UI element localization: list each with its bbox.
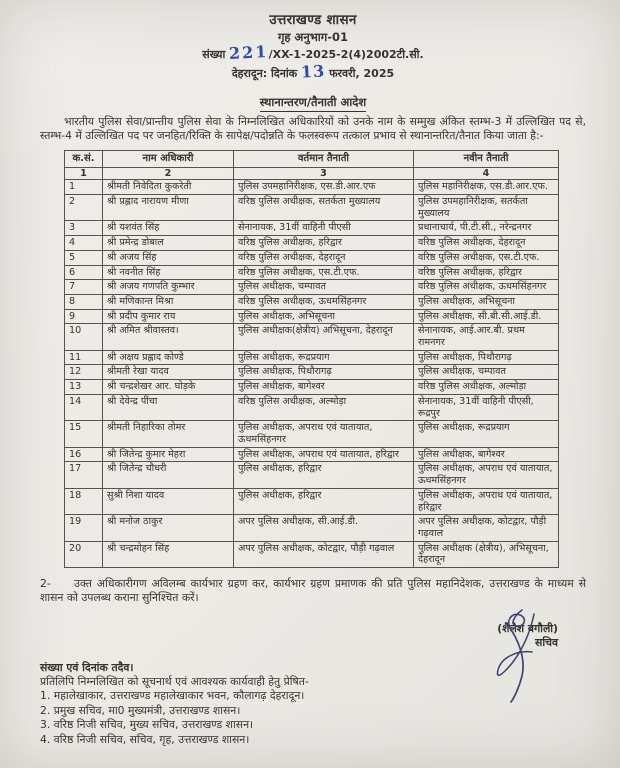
officer-name: श्री अजय सिंह [103,250,234,265]
officer-name: सुश्री निशा यादव [103,488,234,514]
new-posting: वरिष्ठ पुलिस अधीक्षक, देहरादून [414,236,559,251]
current-posting: अपर पुलिस अधीक्षक, कोटद्वार, पौड़ी गढ़वाल [234,541,414,567]
transfer-table-head [65,151,559,180]
transfer-table-body [65,180,559,568]
current-posting: वरिष्ठ पुलिस अधीक्षक, हरिद्वार [234,236,414,251]
row-serial: 14 [65,394,103,420]
row-serial: 3 [65,221,103,236]
officer-name: श्री चन्द्रमोहन सिंह [103,541,234,567]
department-section: गृह अनुभाग-01 [277,29,349,44]
officer-name: श्रीमती निहारिका तोमर [103,421,234,447]
place-date-line [40,60,586,83]
column-number-row [65,168,559,180]
row-serial: 11 [65,350,103,365]
officer-name: श्री प्रह्लाद नारायण मीणा [103,195,234,221]
current-posting: वरिष्ठ पुलिस अधीक्षक, अल्मोड़ा [234,394,414,420]
row-serial: 2 [65,195,103,221]
officer-name: श्री प्रमेन्द्र डोबाल [103,236,234,251]
column-number: 3 [234,168,414,180]
copy-list [40,689,586,747]
column-number: 2 [103,168,234,180]
signatory-name: (शैलेश बगौली) [497,621,558,635]
column-number: 4 [414,168,559,180]
new-posting: पुलिस अधीक्षक, चम्पावत [414,365,559,380]
new-posting: पुलिस अधीक्षक, अभिसूचना [414,294,559,309]
table-row [65,280,559,295]
header-officer-name: नाम अधिकारी [103,151,234,168]
current-posting: पुलिस अधीक्षक, चम्पावत [234,280,414,295]
table-row [65,488,559,514]
table-row [65,180,559,195]
current-posting: पुलिस अधीक्षक, हरिद्वार [234,488,414,514]
row-serial: 1 [65,180,103,195]
current-posting: पुलिस अधीक्षक(क्षेत्रीय) अभिसूचना, देहरादून [234,324,414,350]
current-posting: वरिष्ठ पुलिस अधीक्षक, सतर्कता मुख्यालय [234,195,414,221]
officer-name: श्री मनोज ठाकुर [103,515,234,541]
row-serial: 12 [65,365,103,380]
reference-number-line [40,42,586,64]
paragraph-number: 2- [40,577,51,591]
table-row [65,294,559,309]
copy-heading: प्रतिलिपि निम्नलिखित को सूचनार्थ एवं आवश्यक कार्यवाही हेतु प्रेषित- [40,674,309,688]
row-serial: 6 [65,265,103,280]
current-posting: अपर पुलिस अधीक्षक, सी.आई.डी. [234,515,414,541]
row-serial: 18 [65,488,103,514]
handwritten-reference-number: 221 [228,42,270,64]
officer-name: श्रीमती निवेदिता कुकरेती [103,180,234,195]
row-serial: 13 [65,380,103,395]
header-row [65,151,559,168]
copy-recipient-line: 2. प्रमुख सचिव, मा0 मुख्यमंत्री, उत्तराखण्ड शासन। [40,703,241,717]
new-posting: पुलिस अधीक्षक, अपराध एवं यातायात, हरिद्वार [414,488,559,514]
table-row [65,195,559,221]
row-serial: 5 [65,250,103,265]
order-title-wrap [40,91,586,112]
footer-section [40,661,586,748]
table-row [65,541,559,567]
table-row [65,515,559,541]
new-posting: वरिष्ठ पुलिस अधीक्षक, अल्मोड़ा [414,380,559,395]
current-posting: पुलिस अधीक्षक, पिथौरागढ़ [234,365,414,380]
table-row [65,394,559,420]
current-posting: सेनानायक, 31वीं वाहिनी पीएसी [234,221,414,236]
header-current-posting: वर्तमान तैनाती [234,151,414,168]
new-posting: पुलिस अधीक्षक, बागेश्वर [414,447,559,462]
officer-name: श्री अजय गणपति कुम्भार [103,280,234,295]
new-posting: वरिष्ठ पुलिस अधीक्षक, हरिद्वार [414,265,559,280]
officer-name: श्री मणिकान्त मिश्रा [103,294,234,309]
table-row [65,421,559,447]
copy-recipient-line: 1. महालेखाकार, उत्तराखण्ड महालेखाकार भवन, कौलागढ़ देहरादून। [40,689,305,703]
table-row [65,447,559,462]
transfer-table [64,150,559,568]
order-title: स्थानान्तरण/तैनाती आदेश [260,95,366,112]
row-serial: 20 [65,541,103,567]
table-row [65,250,559,265]
new-posting: पुलिस अधीक्षक, रूद्रप्रयाग [414,421,559,447]
new-posting: वरिष्ठ पुलिस अधीक्षक, ऊधमसिंहनगर [414,280,559,295]
current-posting: पुलिस अधीक्षक, बागेश्वर [234,380,414,395]
reference-number-rest: /XX-1-2025-2(4)2002टी.सी. [268,48,424,62]
government-name: उत्तराखण्ड शासन [269,12,357,28]
new-posting: पुलिस अधीक्षक, अपराध एवं यातायात, ऊधमसिंहनगर [414,462,559,488]
row-serial: 15 [65,421,103,447]
new-posting: पुलिस अधीक्षक, पिथौरागढ़ [414,350,559,365]
table-row [65,236,559,251]
officer-name: श्री अक्षय प्रह्लाद कोण्डे [103,350,234,365]
current-posting: पुलिस अधीक्षक, अपराध एवं यातायात, ऊधमसिंहनगर [234,421,414,447]
table-row [65,324,559,350]
table-row [65,221,559,236]
signature-block [40,622,586,651]
row-serial: 4 [65,236,103,251]
footer-reference-line: संख्या एवं दिनांक तदैव। [40,660,134,674]
officer-name: श्री प्रदीप कुमार राय [103,309,234,324]
current-posting: पुलिस अधीक्षक, अभिसूचना [234,309,414,324]
officer-name: श्री नवनीत सिंह [103,265,234,280]
officer-name: श्री देवेन्द्र पींचा [103,394,234,420]
header-serial: क.सं. [65,151,103,168]
table-row [65,265,559,280]
current-posting: पुलिस अधीक्षक, अपराध एवं यातायात, हरिद्वार [234,447,414,462]
new-posting: पुलिस अधीक्षक, सी.बी.सी.आई.डी. [414,309,559,324]
row-serial: 10 [65,324,103,350]
table-row [65,380,559,395]
current-posting: पुलिस अधीक्षक, रूद्रप्रयाग [234,350,414,365]
current-posting: पुलिस अधीक्षक, हरिद्वार [234,462,414,488]
new-posting: अपर पुलिस अधीक्षक, कोटद्वार, पौड़ी गढ़वाल [414,515,559,541]
current-posting: वरिष्ठ पुलिस अधीक्षक, ऊधमसिंहनगर [234,294,414,309]
column-number: 1 [65,168,103,180]
date-rest: फरवरी, 2025 [329,66,395,80]
officer-name: श्री जितेन्द्र कुमार मेहरा [103,447,234,462]
new-posting: सेनानायक, आई.आर.बी. प्रथम रामनगर [414,324,559,350]
new-posting: प्रधानाचार्य, पी.टी.सी., नरेन्द्रनगर [414,221,559,236]
order-body-paragraph: भारतीय पुलिस सेवा/प्रान्तीय पुलिस सेवा के निम्नलिखित अधिकारियों को उनके नाम के सम्मुख अंकित स्तम्भ-3 में उल्लिखित पद से, स्तम्भ-4 में उल्लिखित पद पर जनहित/रिक्ति के सापेक्ष/पदोन्नति के फलस्वरूप तत्काल प्रभाव से स्थानान्तरित/तैनात किया जाता है:- [40,115,586,143]
reference-number-prefix: संख्या [202,48,226,62]
table-row [65,462,559,488]
header-new-posting: नवीन तैनाती [414,151,559,168]
officer-name: श्री यशवंत सिंह [103,221,234,236]
row-serial: 16 [65,447,103,462]
new-posting: पुलिस महानिरीक्षक, एस.डी.आर.एफ. [414,180,559,195]
table-row [65,309,559,324]
copy-recipient-line: 4. वरिष्ठ निजी सचिव, सचिव, गृह, उत्तराखण्ड शासन। [40,732,250,746]
current-posting: पुलिस उपमहानिरीक्षक, एस.डी.आर.एफ [234,180,414,195]
copy-recipient-line: 3. वरिष्ठ निजी सचिव, मुख्य सचिव, उत्तराखण्ड शासन। [40,718,254,732]
row-serial: 7 [65,280,103,295]
officer-name: श्री जितेन्द्र चौधरी [103,462,234,488]
signatory-designation: सचिव [535,636,558,650]
new-posting: सेनानायक, 31वीं वाहिनी पीएसी, रूद्रपुर [414,394,559,420]
new-posting: वरिष्ठ पुलिस अधीक्षक, एस.टी.एफ. [414,250,559,265]
compliance-text: उक्त अधिकारीगण अविलम्ब कार्यभार ग्रहण कर, कार्यभार ग्रहण प्रमाणक की प्रति पुलिस महानिदेशक, उत्तराखण्ड के माध्यम से शासन को उपलब्ध कराना सुनिश्चित करें। [40,577,586,605]
officer-name: श्रीमती रेखा यादव [103,365,234,380]
place-date-prefix: देहरादून: दिनांक [231,66,298,80]
row-serial: 8 [65,294,103,309]
new-posting: पुलिस अधीक्षक (क्षेत्रीय), अभिसूचना, देहरादून [414,541,559,567]
officer-name: श्री अमित श्रीवास्तव। [103,324,234,350]
current-posting: वरिष्ठ पुलिस अधीक्षक, देहरादून [234,250,414,265]
table-row [65,350,559,365]
new-posting: पुलिस उपमहानिरीक्षक, सतर्कता मुख्यालय [414,195,559,221]
current-posting: वरिष्ठ पुलिस अधीक्षक, एस.टी.एफ. [234,265,414,280]
row-serial: 9 [65,309,103,324]
row-serial: 19 [65,515,103,541]
compliance-paragraph [40,577,586,606]
officer-name: श्री चन्द्रशेखर आर. घोड़के [103,380,234,395]
row-serial: 17 [65,462,103,488]
handwritten-date: 13 [300,60,326,82]
table-row [65,365,559,380]
